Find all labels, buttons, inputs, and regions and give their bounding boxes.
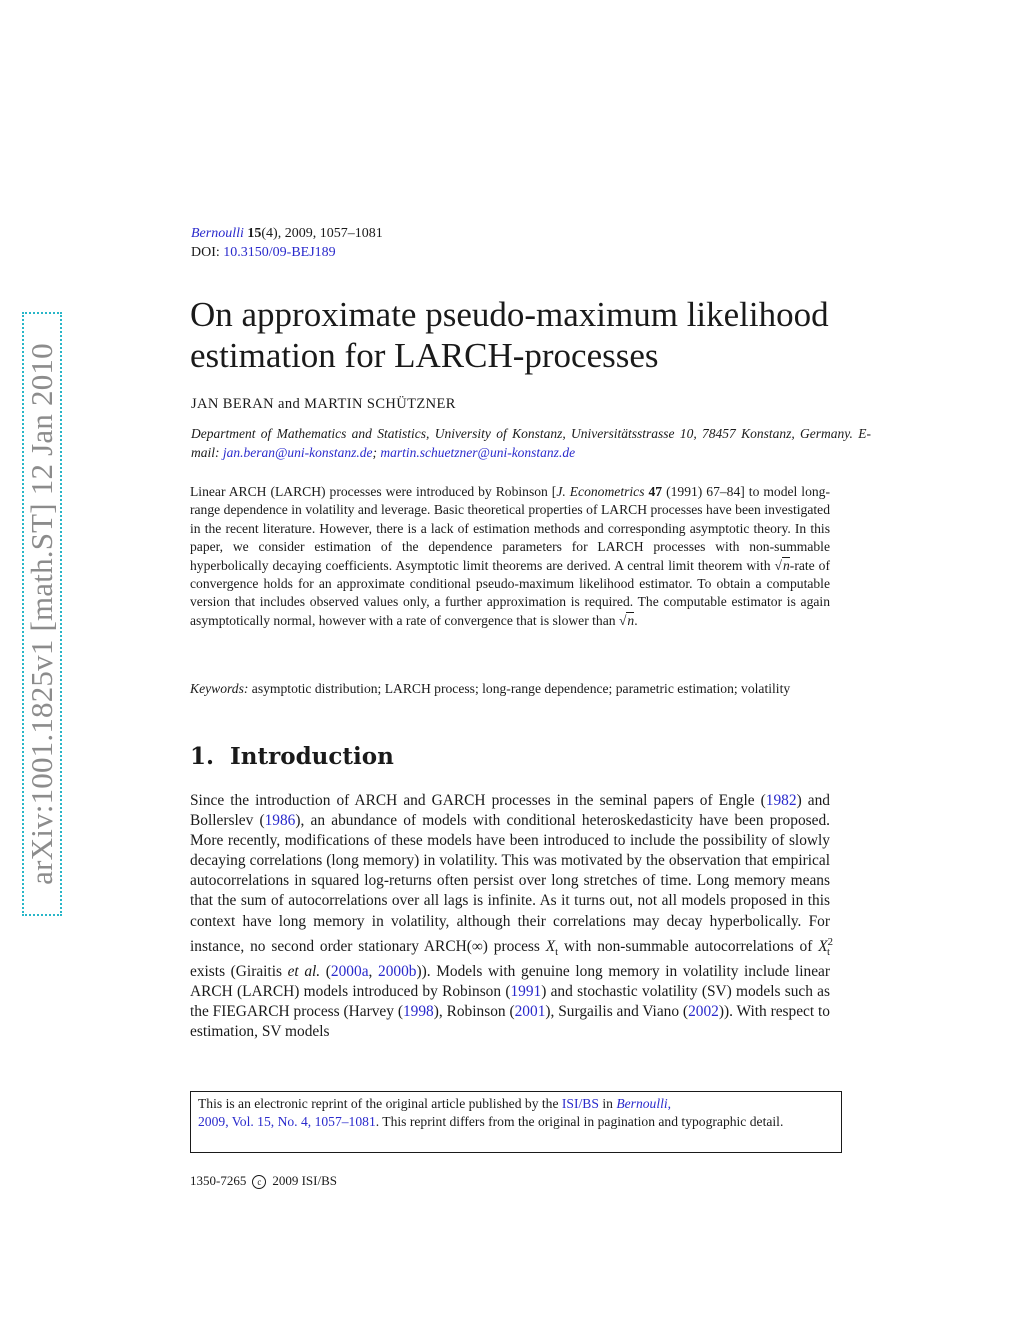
- abstract-volume: 47: [644, 484, 663, 499]
- section-number: 1.: [190, 743, 215, 770]
- body-text: (: [320, 962, 331, 980]
- paper-title: [190, 294, 890, 376]
- doi-link[interactable]: 10.3150/09-BEJ189: [223, 245, 336, 260]
- citation-link[interactable]: 2001: [514, 1003, 546, 1021]
- body-text: ), Surgailis and Viano (: [545, 1003, 689, 1021]
- journal-name-link[interactable]: Bernoulli: [191, 226, 244, 241]
- authors: JAN BERAN and MARTIN SCHÜTZNER: [191, 396, 456, 412]
- journal-issue-pages: (4), 2009, 1057–1081: [261, 226, 383, 241]
- email-link-beran[interactable]: jan.beran@uni-konstanz.de: [222, 444, 373, 460]
- reprint-notice: [190, 1091, 842, 1153]
- affiliation-text: Department of Mathematics and Statistics, University of Konstanz, Universitätsstrasse 10, 78457 Konstanz, Germany. E-mail:: [191, 426, 871, 460]
- arxiv-stamp: arXiv:1001.1825v1 [math.ST] 12 Jan 2010: [24, 343, 59, 885]
- abstract-journal: J. Econometrics: [556, 484, 645, 499]
- email-separator: ;: [372, 444, 381, 460]
- reprint-text: This is an electronic reprint of the original article published by the: [198, 1096, 562, 1111]
- math-sup-2: 2: [827, 935, 833, 948]
- reprint-text: in: [598, 1096, 617, 1111]
- body-text: ) and Bollerslev (: [190, 792, 830, 830]
- citation-link[interactable]: 1991: [510, 983, 542, 1001]
- section-title: Introduction: [230, 743, 394, 770]
- introduction-paragraph: [190, 791, 833, 1042]
- copyright-icon: c: [252, 1175, 266, 1189]
- sqrt-var: n: [783, 557, 790, 573]
- doi-label: DOI:: [191, 245, 224, 260]
- body-text: Since the introduction of ARCH and GARCH processes in the seminal papers of Engle (: [190, 792, 766, 809]
- volume-info-link[interactable]: 2009, Vol. 15, No. 4, 1057–1081: [198, 1114, 376, 1130]
- math-sub-t: t: [827, 945, 830, 958]
- isibs-link[interactable]: ISI/BS: [561, 1096, 599, 1111]
- sqrt-symbol: √: [618, 612, 627, 628]
- bernoulli-link[interactable]: Bernoulli: [616, 1096, 668, 1111]
- math-xt: X: [545, 937, 556, 955]
- sqrt-n: [619, 612, 634, 628]
- citation-link[interactable]: 1982: [765, 792, 797, 809]
- math-sub-t: t: [555, 945, 559, 958]
- title-line-1: On approximate pseudo-maximum likelihood: [190, 295, 829, 334]
- et-al: et al.: [287, 962, 321, 980]
- footer-issn: [190, 1173, 337, 1189]
- body-text: ), Robinson (: [433, 1003, 515, 1021]
- reprint-text: . This reprint differs from the original in pagination and typographic detail.: [375, 1114, 784, 1130]
- sqrt-var: n: [627, 612, 635, 628]
- math-xt: X: [818, 937, 828, 955]
- title-line-2: estimation for LARCH-processes: [190, 336, 659, 375]
- abstract: [190, 483, 830, 630]
- abstract-text: .: [634, 612, 638, 628]
- abstract-text: -rate of convergence holds for an approximate conditional pseudo-maximum likelihood estimator. To obtain a computable version that includes observed values only, a further approximation is required. The computable estimator is again asymptotically normal, however with a rate of convergence that is slower than: [190, 557, 830, 628]
- issn-number: 1350-7265: [190, 1173, 247, 1188]
- citation-link[interactable]: 2002: [688, 1003, 719, 1021]
- body-text: ) and stochastic volatility (SV) models such as the FIEGARCH process (Harvey (: [190, 983, 830, 1021]
- email-link-schuetzner[interactable]: martin.schuetzner@uni-konstanz.de: [380, 444, 576, 460]
- affiliation: [191, 425, 871, 462]
- citation-link[interactable]: 1998: [402, 1003, 434, 1021]
- keywords: [190, 680, 830, 698]
- keywords-text: asymptotic distribution; LARCH process; long-range dependence; parametric estimation; volatility: [248, 681, 791, 696]
- body-text: exists (Giraitis: [190, 962, 288, 980]
- journal-volume: 15: [247, 226, 262, 241]
- section-heading: [190, 743, 394, 770]
- bernoulli-comma: ,: [667, 1096, 672, 1111]
- doi-line: [191, 243, 336, 262]
- sqrt-symbol: √: [774, 557, 782, 573]
- body-text: ,: [368, 962, 379, 980]
- citation-link[interactable]: 2000a: [330, 962, 369, 980]
- copyright-holder: 2009 ISI/BS: [272, 1173, 337, 1188]
- body-text: ), an abundance of models with conditional heteroskedasticity have been proposed. More recently, modifications of these models have been introduced to include the possibility of slowly decaying correlations (long memory) in volatility. This was motivated by the observation that empirical autocorrelations in squared log-returns often persist over long stretches of time. Long memory means that the sum of autocorrelations over all lags is infinite. As it turns out, not all models proposed in this context have long memory in volatility, although their correlations may decay hyperbolically. For instance, no second order stationary ARCH(∞) process: [190, 812, 831, 955]
- sqrt-n: [775, 557, 790, 573]
- body-text: )). With respect to estimation, SV models: [190, 1003, 830, 1041]
- abstract-text: Linear ARCH (LARCH) processes were introduced by Robinson [: [190, 484, 557, 499]
- citation-link[interactable]: 2000b: [378, 962, 417, 980]
- body-text: with non-summable autocorrelations of: [558, 937, 819, 955]
- citation-link[interactable]: 1986: [264, 812, 296, 830]
- abstract-text: (1991) 67–84] to model long-range dependence in volatility and leverage. Basic theoretical properties of LARCH processes have been investigated in the recent literature. However, there is a lack of estimation methods and corresponding asymptotic theory. In this paper, we consider estimation of the dependence parameters for LARCH processes with non-summable hyperbolically decaying coefficients. Asymptotic limit theorems are derived. A central limit theorem with: [190, 484, 830, 573]
- body-text: )). Models with genuine long memory in volatility include linear ARCH (LARCH) models introduced by Robinson (: [190, 962, 830, 1001]
- journal-citation: [191, 224, 383, 243]
- keywords-label: Keywords:: [190, 681, 249, 696]
